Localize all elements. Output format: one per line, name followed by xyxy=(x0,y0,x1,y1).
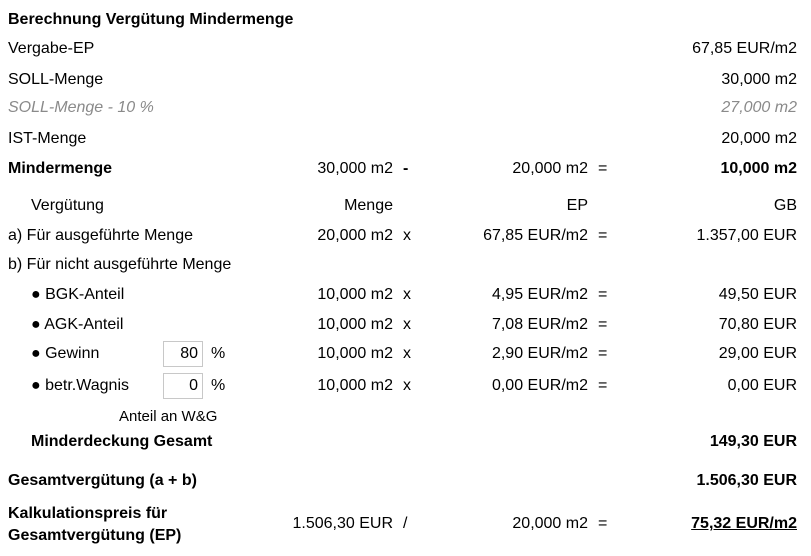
gewinn-percent-input[interactable] xyxy=(163,341,203,367)
bgk-op: x xyxy=(403,286,411,303)
row-a-label: a) Für ausgeführte Menge xyxy=(8,227,193,244)
bgk-ep: 4,95 EUR/m2 xyxy=(491,286,588,303)
mindermenge-b: 20,000 m2 xyxy=(512,160,588,177)
gewinn-menge: 10,000 m2 xyxy=(317,345,393,362)
wagnis-ep: 0,00 EUR/m2 xyxy=(491,377,588,394)
kalk-label-line1: Kalkulationspreis für xyxy=(8,505,168,522)
page-title: Berechnung Vergütung Mindermenge xyxy=(8,11,294,28)
header-gb: GB xyxy=(773,197,797,214)
bgk-eq: = xyxy=(598,286,608,303)
agk-eq: = xyxy=(598,316,608,333)
bgk-gb: 49,50 EUR xyxy=(718,286,797,303)
vergabe-ep-label: Vergabe-EP xyxy=(8,40,95,57)
row-a-ep: 67,85 EUR/m2 xyxy=(483,227,588,244)
agk-ep: 7,08 EUR/m2 xyxy=(491,316,588,333)
row-a-op: x xyxy=(403,227,411,244)
kalk-b: 20,000 m2 xyxy=(512,515,588,532)
wagnis-gb: 0,00 EUR xyxy=(727,377,797,394)
wagnis-eq: = xyxy=(598,377,608,394)
kalk-eq: = xyxy=(598,515,608,532)
agk-gb: 70,80 EUR xyxy=(718,316,797,333)
row-b-label: b) Für nicht ausgeführte Menge xyxy=(8,256,232,273)
kalk-a: 1.506,30 EUR xyxy=(292,515,393,532)
anteil-label: Anteil an W&G xyxy=(119,408,218,425)
row-a-eq: = xyxy=(598,227,608,244)
soll-menge-minus-label: SOLL-Menge - 10 % xyxy=(8,99,154,116)
row-a-gb: 1.357,00 EUR xyxy=(696,227,797,244)
gesamt-label: Gesamtvergütung (a + b) xyxy=(8,472,197,489)
header-verguetung: Vergütung xyxy=(31,197,104,214)
row-a-menge: 20,000 m2 xyxy=(317,227,393,244)
soll-menge-label: SOLL-Menge xyxy=(8,71,104,88)
ist-menge-label: IST-Menge xyxy=(8,130,87,147)
gewinn-op: x xyxy=(403,345,411,362)
kalk-result: 75,32 EUR/m2 xyxy=(691,515,797,532)
gewinn-gb: 29,00 EUR xyxy=(718,345,797,362)
mindermenge-label: Mindermenge xyxy=(8,160,113,177)
gewinn-percent-sign: % xyxy=(211,345,226,362)
wagnis-percent-sign: % xyxy=(211,377,226,394)
mindermenge-result: 10,000 m2 xyxy=(720,160,797,177)
gewinn-ep: 2,90 EUR/m2 xyxy=(491,345,588,362)
vergabe-ep-value: 67,85 EUR/m2 xyxy=(692,40,797,57)
gewinn-label: ● Gewinn xyxy=(31,345,100,362)
agk-label: ● AGK-Anteil xyxy=(31,316,124,333)
gesamt-value: 1.506,30 EUR xyxy=(696,472,797,489)
wagnis-label: ● betr.Wagnis xyxy=(31,377,129,394)
ist-menge-value: 20,000 m2 xyxy=(721,130,797,147)
wagnis-op: x xyxy=(403,377,411,394)
kalk-label-line2: Gesamtvergütung (EP) xyxy=(8,527,182,544)
agk-op: x xyxy=(403,316,411,333)
soll-menge-minus-value: 27,000 m2 xyxy=(721,99,797,116)
kalk-op: / xyxy=(403,515,408,532)
mindermenge-a: 30,000 m2 xyxy=(317,160,393,177)
header-ep: EP xyxy=(566,197,588,214)
bgk-label: ● BGK-Anteil xyxy=(31,286,125,303)
minderdeckung-value: 149,30 EUR xyxy=(709,433,797,450)
gewinn-eq: = xyxy=(598,345,608,362)
bgk-menge: 10,000 m2 xyxy=(317,286,393,303)
wagnis-percent-input[interactable] xyxy=(163,373,203,399)
mindermenge-eq: = xyxy=(598,160,608,177)
agk-menge: 10,000 m2 xyxy=(317,316,393,333)
minderdeckung-label: Minderdeckung Gesamt xyxy=(31,433,213,450)
soll-menge-value: 30,000 m2 xyxy=(721,71,797,88)
wagnis-menge: 10,000 m2 xyxy=(317,377,393,394)
mindermenge-op: - xyxy=(403,160,409,177)
header-menge: Menge xyxy=(344,197,393,214)
